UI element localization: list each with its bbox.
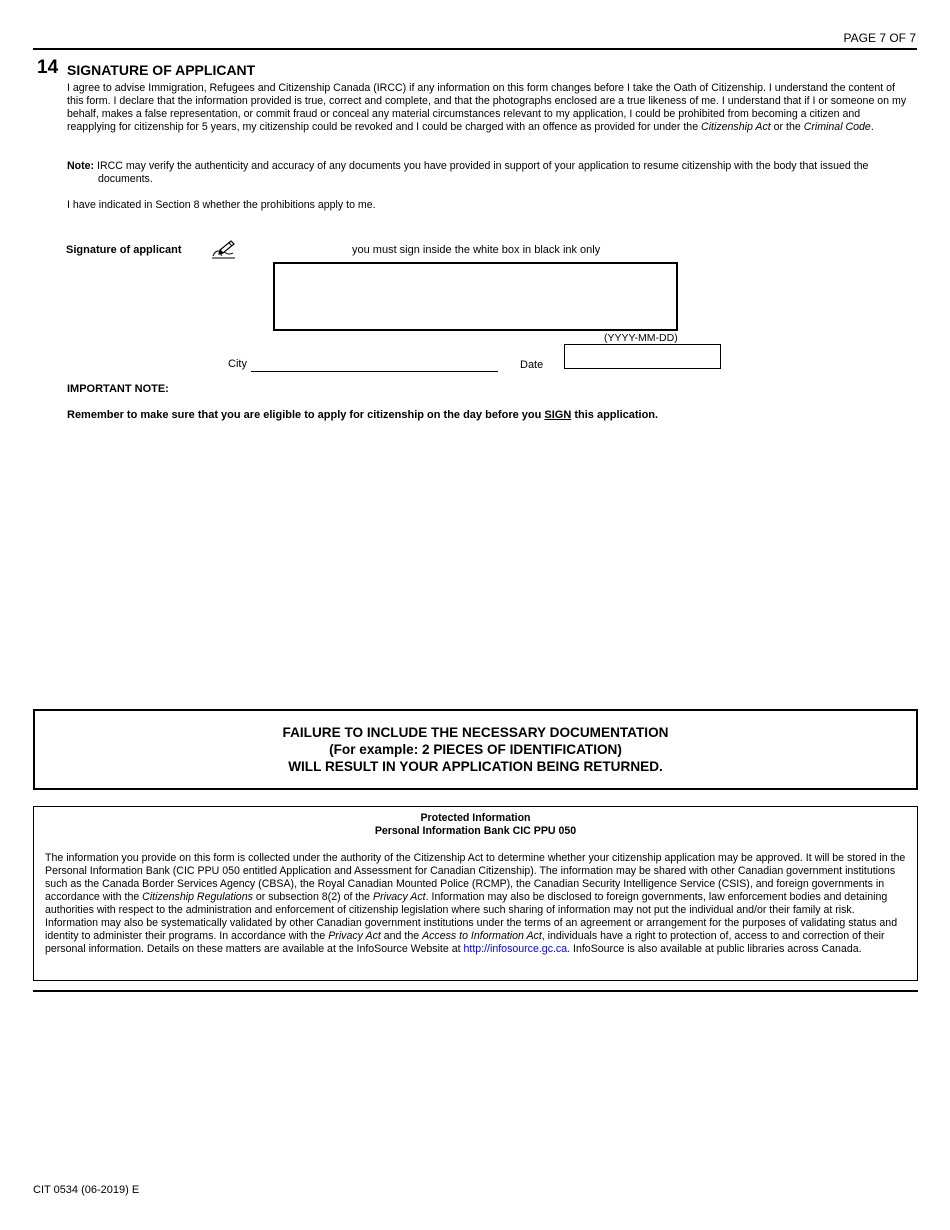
citizenship-regulations-ref: Citizenship Regulations [142,891,253,903]
declaration-paragraph [67,82,909,134]
declaration-end: . [870,121,874,133]
privacy-text-2: or subsection 8(2) of the [252,891,374,903]
warning-line-1: FAILURE TO INCLUDE THE NECESSARY DOCUMENTATION [282,725,669,740]
pen-signing-icon [210,238,238,260]
privacy-subtitle: Personal Information Bank CIC PPU 050 [374,825,577,837]
privacy-title: Protected Information [420,812,531,824]
citizenship-act-ref: Citizenship Act [701,121,771,133]
signature-instruction: you must sign inside the white box in black ink only [352,244,601,256]
signature-box[interactable] [273,262,678,331]
privacy-act-ref-2: Privacy Act [328,930,381,942]
signature-label: Signature of applicant [66,244,182,256]
top-divider [33,48,917,50]
date-field[interactable] [564,344,721,369]
privacy-text-4: and the [380,930,423,942]
privacy-notice-box [33,806,918,981]
reminder-text-end: this application. [571,409,659,421]
city-field[interactable] [251,371,498,372]
eligibility-reminder [67,409,658,421]
bottom-divider [33,990,918,992]
city-label: City [228,358,247,370]
declaration-text: I agree to advise Immigration, Refugees and Citizenship Canada (IRCC) if any information on this form changes before I take the Oath of Citizenship. I understand the content of this form. I declare that the information provided is true, correct and complete, and that the photographs enclosed are a true likeness of me. I understand that if I or someone on my behalf, makes a false representation, or commit fraud or conceal any material circumstances relevant to my application, I could be prohibited from becoming a citizen and reapplying for citizenship for 5 years, my citizenship could be revoked and I could be charged with an offence as provided for under the [67,82,907,133]
warning-line-3: WILL RESULT IN YOUR APPLICATION BEING RETURNED. [288,759,663,774]
reminder-text: Remember to make sure that you are eligible to apply for citizenship on the day before you [67,409,545,421]
important-note-label: IMPORTANT NOTE: [67,383,169,395]
note-text: IRCC may verify the authenticity and accuracy of any documents you have provided in support of your application to resume citizenship with the body that issued the [94,160,869,172]
note-text-continued: documents. [98,173,153,185]
privacy-heading [34,812,917,838]
privacy-paragraph [45,852,907,956]
criminal-code-ref: Criminal Code [803,121,871,133]
privacy-text-5: , individuals have a right to protection of, access to and correction of their personal information. Details on these matters are available at the InfoSource Website at [45,930,885,955]
reminder-sign-emphasis: SIGN [544,409,572,421]
date-format-hint: (YYYY-MM-DD) [604,332,678,344]
note-label: Note: [67,160,95,172]
note-paragraph [67,160,909,186]
section-title: SIGNATURE OF APPLICANT [67,62,256,78]
privacy-act-ref: Privacy Act [373,891,426,903]
declaration-connector: or the [770,121,804,133]
prohibitions-statement: I have indicated in Section 8 whether the prohibitions apply to me. [67,199,376,211]
warning-line-2: (For example: 2 PIECES OF IDENTIFICATION) [329,742,622,757]
privacy-text-6: InfoSource is also available at public libraries across Canada. [570,943,862,955]
form-code: CIT 0534 (06-2019) E [33,1184,140,1196]
privacy-text-1: The information you provide on this form is collected under the authority of the Citizenship Act to determine whether your citizenship application may be approved. It will be stored in the Personal Information Bank (CIC PPU 050 entitled Application and Assessment for Canadian Citizenship). The information may be shared with other Canadian government institutions such as the Canada Border Services Agency (CBSA), the Royal Canadian Mounted Police (RCMP), the Canadian Security Intelligence Service (CSIS), and foreign governments in accordance with the [45,852,906,903]
section-number: 14 [37,57,59,78]
date-label: Date [520,359,544,371]
page-number: PAGE 7 OF 7 [843,31,916,45]
privacy-text-3: . Information may also be disclosed to foreign governments, law enforcement bodies and detaining authorities with respect to the administration and enforcement of citizenship legislation where such sharing of information may not put the individual and/or their family at risk. Information may also be systematically validated by other Canadian government institutions under the terms of an agreement or arrangement for the purposes of validating status and identity to administer their programs. In accordance with the [45,891,898,942]
documentation-warning-box [33,709,918,790]
access-to-information-act-ref: Access to Information Act [422,930,542,942]
infosource-link[interactable]: http://infosource.gc.ca. [463,943,571,955]
